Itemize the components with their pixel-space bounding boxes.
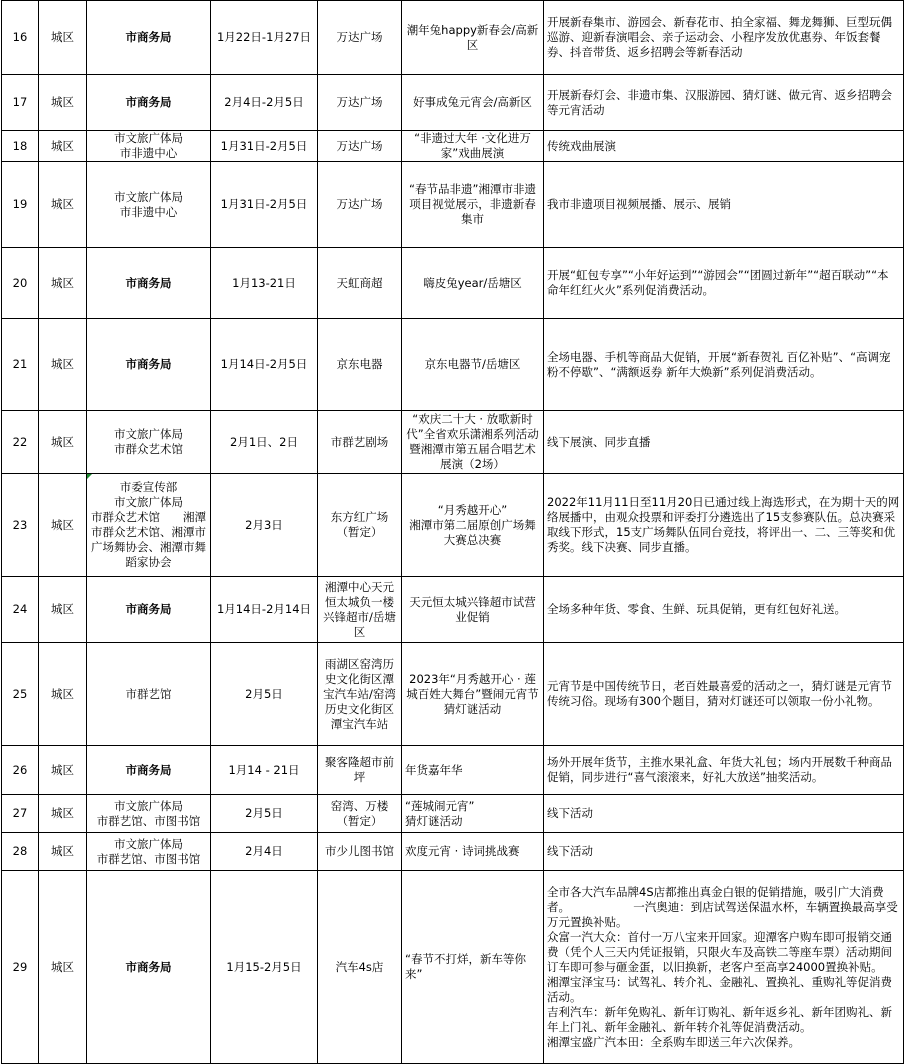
organizer-cell: 市商务局	[87, 871, 211, 1064]
table-row	[2, 474, 904, 577]
organizer-cell: 市文旅广体局 市非遗中心	[87, 131, 211, 162]
table-row	[2, 833, 904, 871]
event-content-cell: 线下活动	[544, 795, 904, 833]
area-cell: 城区	[39, 795, 87, 833]
row-number: 21	[2, 319, 39, 411]
area-cell: 城区	[39, 871, 87, 1064]
date-cell: 2月4日-2月5日	[211, 75, 318, 131]
area-cell: 城区	[39, 319, 87, 411]
event-content-cell: 开展“虹包专享”“小年好运到”“游园会”“团圆过新年”“超百联动”“本命年红红火火”系列促消费活动。	[544, 248, 904, 319]
date-cell: 1月14日-2月14日	[211, 577, 318, 643]
event-content-cell: 我市非遗项目视频展播、展示、展销	[544, 162, 904, 248]
venue-cell: 东方红广场 （暂定）	[318, 474, 402, 577]
organizer-cell: 市文旅广体局 市群艺馆、市图书馆	[87, 833, 211, 871]
table-row	[2, 795, 904, 833]
row-number: 27	[2, 795, 39, 833]
date-cell: 1月13-21日	[211, 248, 318, 319]
venue-cell: 京东电器	[318, 319, 402, 411]
venue-cell: 万达广场	[318, 75, 402, 131]
event-content-cell: 线下活动	[544, 833, 904, 871]
event-content-cell: 全场多种年货、零食、生鲜、玩具促销，更有红包好礼送。	[544, 577, 904, 643]
area-cell: 城区	[39, 577, 87, 643]
venue-cell: 窑湾、万楼 （暂定）	[318, 795, 402, 833]
row-number: 25	[2, 643, 39, 746]
venue-cell: 湘潭中心天元恒太城负一楼兴锋超市/岳塘区	[318, 577, 402, 643]
date-cell: 1月15-2月5日	[211, 871, 318, 1064]
area-cell: 城区	[39, 746, 87, 795]
table-row	[2, 577, 904, 643]
event-content-cell: 全场电器、手机等商品大促销，开展“新春贺礼 百亿补贴”、“高调宠粉不停歇”、“满额返券 新年大焕新”系列促消费活动。	[544, 319, 904, 411]
row-number: 24	[2, 577, 39, 643]
organizer-cell: 市商务局	[87, 1, 211, 75]
venue-cell: 天虹商超	[318, 248, 402, 319]
area-cell: 城区	[39, 643, 87, 746]
event-content-cell: 元宵节是中国传统节日，老百姓最喜爱的活动之一，猜灯谜是元宵节传统习俗。现场有300个题目，猜对灯谜还可以领取一份小礼物。	[544, 643, 904, 746]
event-content-cell: 开展新春集市、游园会、新春花市、拍全家福、舞龙舞狮、巨型玩偶巡游、迎新春演唱会、亲子运动会、小程序发放优惠券、年饭套餐券、抖音带货、返乡招聘会等新春活动	[544, 1, 904, 75]
organizer-cell: 市文旅广体局 市群众艺术馆	[87, 411, 211, 474]
row-number: 23	[2, 474, 39, 577]
row-number: 28	[2, 833, 39, 871]
row-number: 18	[2, 131, 39, 162]
event-name-cell: “月秀越开心” 湘潭市第二届原创广场舞大赛总决赛	[402, 474, 544, 577]
event-name-cell: “欢庆二十大 · 放歌新时代”全省欢乐潇湘系列活动暨湘潭市第五届合唱艺术展演（2场）	[402, 411, 544, 474]
venue-cell: 万达广场	[318, 131, 402, 162]
venue-cell: 雨湖区窑湾历史文化街区潭宝汽车站/窑湾历史文化街区潭宝汽车站	[318, 643, 402, 746]
table-row	[2, 411, 904, 474]
event-name-cell: 嗨皮兔year/岳塘区	[402, 248, 544, 319]
event-name-cell: “莲城闹元宵” 猜灯谜活动	[402, 795, 544, 833]
event-content-cell: 全市各大汽车品牌4S店都推出真金白银的促销措施，吸引广大消费者。 一汽奥迪：到店试驾送保温水杯，车辆置换最高享受万元置换补贴。 众富一汽大众：首付一万八宝来开回家。迎潭客户购车即可报销交通费（凭个人三天内凭证报销，只限火车及高铁二等座车票）活动期间订车即可参与砸金蛋，以旧换新，老客户至高享24000置换补贴。 湘潭宝泽宝马：试驾礼、转介礼、金融礼、置换礼、重购礼等促消费活动。 吉利汽车：新年免购礼、新年订购礼、新年返乡礼、新年团购礼、新年上门礼、新年金融礼、新年转介礼等促消费活动。 湘潭宝盛广汽本田：全系购车即送三年六次保养。	[544, 871, 904, 1064]
table-row	[2, 162, 904, 248]
event-name-cell: 天元恒太城兴锋超市试营业促销	[402, 577, 544, 643]
date-cell: 2月3日	[211, 474, 318, 577]
date-cell: 2月5日	[211, 795, 318, 833]
event-name-cell: 潮年兔happy新春会/高新区	[402, 1, 544, 75]
organizer-cell: 市商务局	[87, 248, 211, 319]
row-number: 20	[2, 248, 39, 319]
row-number: 19	[2, 162, 39, 248]
date-cell: 2月1日、2日	[211, 411, 318, 474]
organizer-cell: 市商务局	[87, 577, 211, 643]
organizer-cell: 市文旅广体局 市群艺馆、市图书馆	[87, 795, 211, 833]
row-number: 17	[2, 75, 39, 131]
area-cell: 城区	[39, 248, 87, 319]
venue-cell: 聚客隆超市前坪	[318, 746, 402, 795]
table-row	[2, 75, 904, 131]
venue-cell: 万达广场	[318, 1, 402, 75]
table-row	[2, 131, 904, 162]
row-number: 29	[2, 871, 39, 1064]
venue-cell: 市少儿图书馆	[318, 833, 402, 871]
event-content-cell: 传统戏曲展演	[544, 131, 904, 162]
row-number: 16	[2, 1, 39, 75]
area-cell: 城区	[39, 474, 87, 577]
table-row	[2, 1, 904, 75]
event-name-cell: 年货嘉年华	[402, 746, 544, 795]
event-table	[1, 0, 904, 1064]
organizer-cell: 市委宣传部 市文旅广体局 市群众艺术馆 湘潭市群众艺术馆、湘潭市广场舞协会、湘潭市舞蹈家协会	[87, 474, 211, 577]
organizer-cell: 市商务局	[87, 75, 211, 131]
organizer-cell: 市群艺馆	[87, 643, 211, 746]
area-cell: 城区	[39, 75, 87, 131]
date-cell: 1月31日-2月5日	[211, 162, 318, 248]
table-row	[2, 871, 904, 1064]
organizer-cell: 市商务局	[87, 319, 211, 411]
date-cell: 1月14日-2月5日	[211, 319, 318, 411]
event-name-cell: 京东电器节/岳塘区	[402, 319, 544, 411]
event-name-cell: 好事成兔元宵会/高新区	[402, 75, 544, 131]
event-name-cell: 欢度元宵 · 诗词挑战赛	[402, 833, 544, 871]
event-content-cell: 场外开展年货节，主推水果礼盒、年货大礼包；场内开展数千种商品促销，同步进行“喜气滚滚来，好礼大放送”抽奖活动。	[544, 746, 904, 795]
event-name-cell: “春节不打烊，新车等你来”	[402, 871, 544, 1064]
organizer-cell: 市商务局	[87, 746, 211, 795]
area-cell: 城区	[39, 162, 87, 248]
area-cell: 城区	[39, 1, 87, 75]
date-cell: 2月4日	[211, 833, 318, 871]
date-cell: 1月22日-1月27日	[211, 1, 318, 75]
event-name-cell: “非遗过大年 ·文化进万家”戏曲展演	[402, 131, 544, 162]
date-cell: 1月14 - 21日	[211, 746, 318, 795]
table-row	[2, 746, 904, 795]
event-content-cell: 开展新春灯会、非遗市集、汉服游园、猜灯谜、做元宵、返乡招聘会等元宵活动	[544, 75, 904, 131]
venue-cell: 市群艺剧场	[318, 411, 402, 474]
event-content-cell: 2022年11月11日至11月20日已通过线上海选形式，在为期十天的网络展播中，由观众投票和评委打分遴选出了15支参赛队伍。总决赛采取线下形式，15支广场舞队伍同台竞技，将评出一、二、三等奖和优秀奖。线下决赛、同步直播。	[544, 474, 904, 577]
row-number: 26	[2, 746, 39, 795]
venue-cell: 万达广场	[318, 162, 402, 248]
area-cell: 城区	[39, 131, 87, 162]
date-cell: 1月31日-2月5日	[211, 131, 318, 162]
table-row	[2, 643, 904, 746]
area-cell: 城区	[39, 833, 87, 871]
organizer-cell: 市文旅广体局 市非遗中心	[87, 162, 211, 248]
date-cell: 2月5日	[211, 643, 318, 746]
venue-cell: 汽车4s店	[318, 871, 402, 1064]
table-row	[2, 319, 904, 411]
area-cell: 城区	[39, 411, 87, 474]
event-name-cell: 2023年“月秀越开心 · 莲城百姓大舞台”暨闹元宵节猜灯谜活动	[402, 643, 544, 746]
event-content-cell: 线下展演、同步直播	[544, 411, 904, 474]
table-row	[2, 248, 904, 319]
row-number: 22	[2, 411, 39, 474]
event-name-cell: “春节品非遗”湘潭市非遗项目视觉展示，非遗新春集市	[402, 162, 544, 248]
